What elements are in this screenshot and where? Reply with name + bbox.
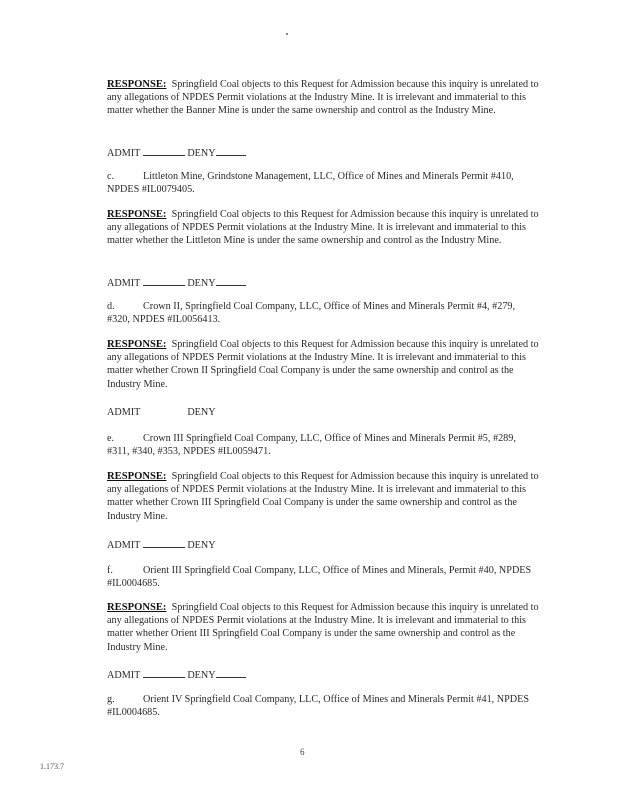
item-text: Littleton Mine, Grindstone Management, LLC, Office of Mines and Minerals Permit #410, NPDES #IL0079405. xyxy=(107,171,514,196)
response-text: Springfield Coal objects to this Request for Admission because this inquiry is unrelated to any allegations of NPDES Permit violations at the Industry Mine. It is irrelevant and immaterial to this matter whether the Banner Mine is under the same ownership and control as the Industry Mine. xyxy=(107,79,539,117)
page-mark xyxy=(286,33,288,35)
deny-label: DENY xyxy=(187,407,216,418)
admit-label: ADMIT xyxy=(107,148,141,159)
item-letter: c. xyxy=(107,171,115,182)
admit-blank[interactable] xyxy=(143,146,185,156)
item-text: Orient III Springfield Coal Company, LLC, Office of Mines and Minerals, Permit #40, NPDES #IL0004685. xyxy=(107,565,532,590)
admit-deny-line xyxy=(107,146,539,160)
item-letter: d. xyxy=(107,301,115,312)
admit-deny-line xyxy=(107,668,539,682)
deny-label: DENY xyxy=(187,148,216,159)
admit-label: ADMIT xyxy=(107,407,141,418)
admit-label: ADMIT xyxy=(107,670,141,681)
admit-label: ADMIT xyxy=(107,540,141,551)
item-text: Orient IV Springfield Coal Company, LLC, Office of Mines and Minerals Permit #41, NPDES #IL0004685. xyxy=(107,694,530,719)
admit-deny-line xyxy=(107,405,539,419)
admit-blank[interactable] xyxy=(143,538,185,548)
deny-blank[interactable] xyxy=(216,276,246,286)
item-text: Crown III Springfield Coal Company, LLC, Office of Mines and Minerals Permit #5, #289, #311, #340, #353, NPDES #IL0059471. xyxy=(107,433,516,458)
response-label: RESPONSE: xyxy=(107,209,167,220)
item-letter: f. xyxy=(107,565,113,576)
response-label: RESPONSE: xyxy=(107,471,167,482)
response-text: Springfield Coal objects to this Request for Admission because this inquiry is unrelated to any allegations of NPDES Permit violations at the Industry Mine. It is irrelevant and immaterial to this matter whether Crown II Springfield Coal Company is under the same ownership and control as the Industry Mine. xyxy=(107,339,539,390)
response-text: Springfield Coal objects to this Request for Admission because this inquiry is unrelated to any allegations of NPDES Permit violations at the Industry Mine. It is irrelevant and immaterial to this matter whether the Littleton Mine is under the same ownership and control as the Industry Mine. xyxy=(107,209,539,247)
response-paragraph xyxy=(107,470,539,523)
response-text: Springfield Coal objects to this Request for Admission because this inquiry is unrelated to any allegations of NPDES Permit violations at the Industry Mine. It is irrelevant and immaterial to this matter whether Orient III Springfield Coal Company is under the same ownership and control as the Industry Mine. xyxy=(107,602,539,653)
deny-label: DENY xyxy=(187,670,216,681)
request-item xyxy=(107,564,539,590)
request-item xyxy=(107,300,539,326)
admit-blank[interactable] xyxy=(143,276,185,286)
response-label: RESPONSE: xyxy=(107,79,167,90)
admit-deny-line xyxy=(107,276,539,290)
request-item xyxy=(107,170,539,196)
response-paragraph xyxy=(107,78,539,118)
response-text: Springfield Coal objects to this Request for Admission because this inquiry is unrelated to any allegations of NPDES Permit violations at the Industry Mine. It is irrelevant and immaterial to this matter whether Crown III Springfield Coal Company is under the same ownership and control as the Industry Mine. xyxy=(107,471,539,522)
admit-blank[interactable] xyxy=(143,668,185,678)
deny-blank[interactable] xyxy=(216,146,246,156)
item-letter: g. xyxy=(107,694,115,705)
item-text: Crown II, Springfield Coal Company, LLC, Office of Mines and Minerals Permit #4, #279, #320, NPDES #IL0056413. xyxy=(107,301,516,326)
response-label: RESPONSE: xyxy=(107,339,167,350)
deny-blank[interactable] xyxy=(216,668,246,678)
response-paragraph xyxy=(107,601,539,654)
document-code: 1.173.7 xyxy=(40,762,64,771)
item-letter: e. xyxy=(107,433,115,444)
response-paragraph xyxy=(107,208,539,248)
request-item xyxy=(107,693,539,719)
response-paragraph xyxy=(107,338,539,391)
admit-deny-line xyxy=(107,538,539,552)
deny-label: DENY xyxy=(187,540,216,551)
request-item xyxy=(107,432,539,458)
admit-label: ADMIT xyxy=(107,278,141,289)
page-number: 6 xyxy=(300,747,305,757)
response-label: RESPONSE: xyxy=(107,602,167,613)
admit-blank[interactable] xyxy=(143,405,185,415)
deny-label: DENY xyxy=(187,278,216,289)
